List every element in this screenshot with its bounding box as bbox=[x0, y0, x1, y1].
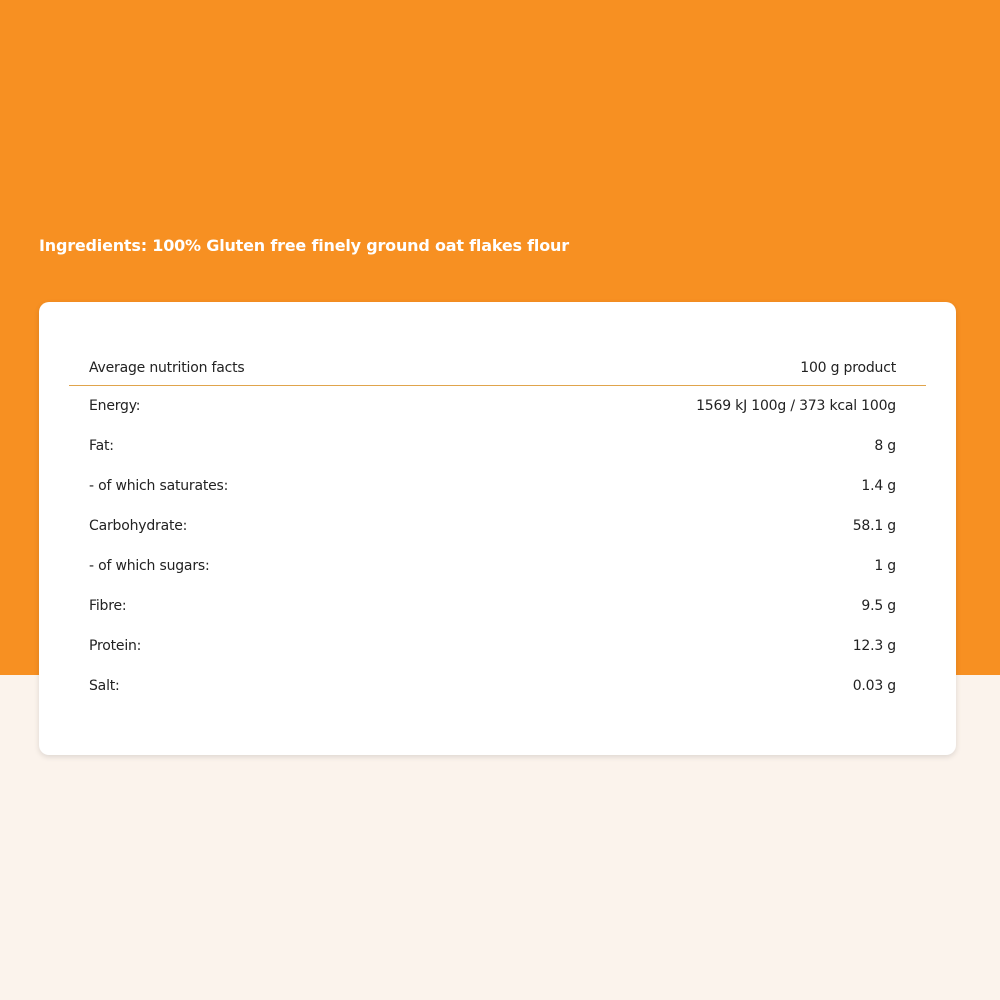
nutrition-row-fat bbox=[69, 426, 926, 466]
ingredients-text: Ingredients: 100% Gluten free finely ground oat flakes flour bbox=[39, 236, 569, 255]
nutrition-row-protein bbox=[69, 626, 926, 666]
nutrition-row-salt bbox=[69, 666, 926, 706]
row-label: Protein: bbox=[89, 638, 142, 654]
row-value: 1569 kJ 100g / 373 kcal 100g bbox=[696, 398, 896, 414]
row-label: Energy: bbox=[89, 398, 141, 414]
header-value: 100 g product bbox=[800, 359, 896, 376]
nutrition-row-carbohydrate bbox=[69, 506, 926, 546]
row-label: - of which saturates: bbox=[89, 478, 229, 494]
nutrition-row-saturates bbox=[69, 466, 926, 506]
nutrition-table bbox=[69, 350, 926, 706]
row-value: 12.3 g bbox=[852, 638, 896, 654]
row-value: 1 g bbox=[874, 558, 896, 574]
nutrition-row-sugars bbox=[69, 546, 926, 586]
row-label: Fibre: bbox=[89, 598, 127, 614]
row-label: Fat: bbox=[89, 438, 114, 454]
row-label: Salt: bbox=[89, 678, 120, 694]
header-label: Average nutrition facts bbox=[89, 359, 245, 376]
nutrition-card bbox=[39, 302, 956, 755]
row-value: 58.1 g bbox=[852, 518, 896, 534]
row-label: - of which sugars: bbox=[89, 558, 210, 574]
nutrition-row-energy bbox=[69, 386, 926, 426]
row-value: 8 g bbox=[874, 438, 896, 454]
row-value: 9.5 g bbox=[861, 598, 896, 614]
row-value: 1.4 g bbox=[861, 478, 896, 494]
row-label: Carbohydrate: bbox=[89, 518, 188, 534]
row-value: 0.03 g bbox=[852, 678, 896, 694]
nutrition-row-fibre bbox=[69, 586, 926, 626]
nutrition-table-header bbox=[69, 350, 926, 386]
